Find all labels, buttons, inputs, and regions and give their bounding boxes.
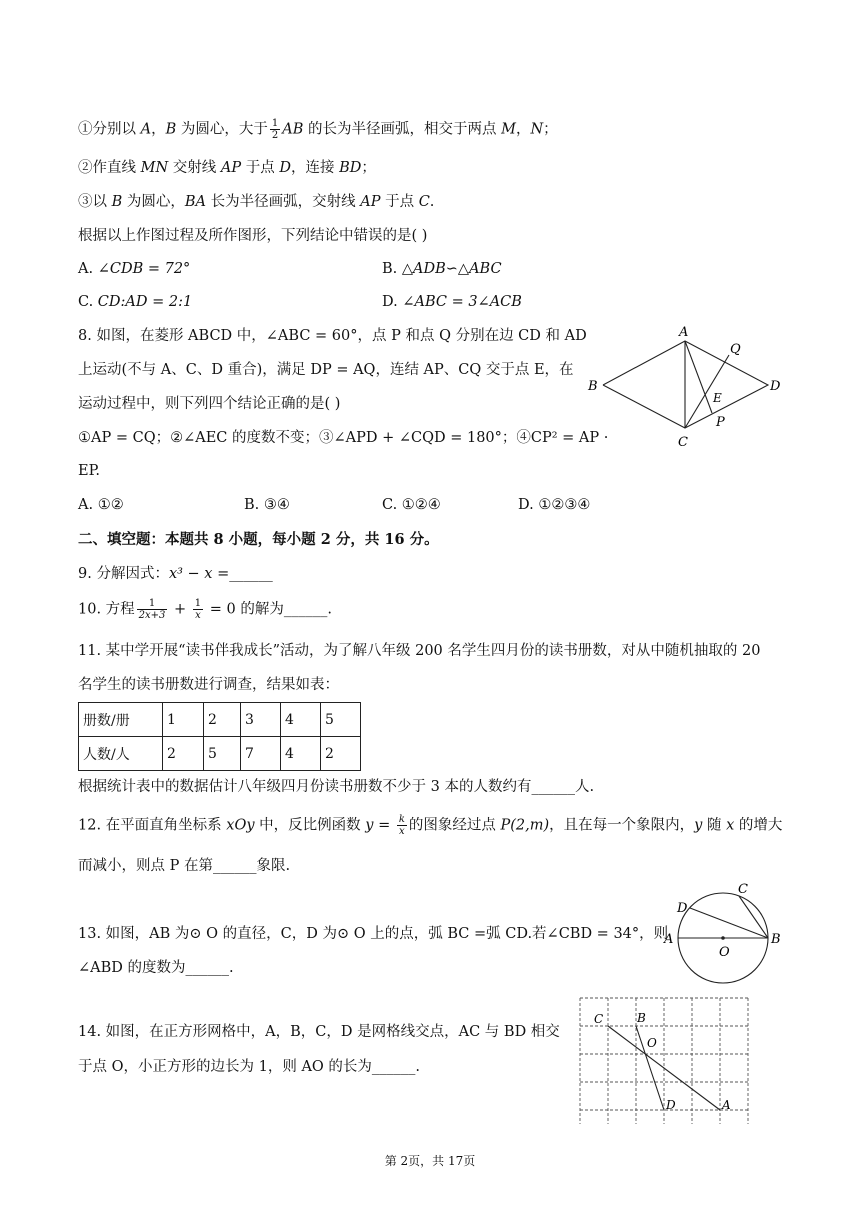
construction-step-2: ②作直线 MN 交射线 AP 于点 D，连接 BD； [78, 160, 376, 176]
table-cell: 2 [321, 737, 361, 771]
q9: 9. 分解因式：x³ − x =______ [78, 566, 273, 582]
table-cell: 3 [241, 703, 281, 737]
table-cell: 5 [204, 737, 241, 771]
center-point [721, 936, 725, 940]
label-Q: Q [730, 342, 741, 357]
q8-option-b: B. ③④ [244, 497, 290, 513]
q14-line-1: 14. 如图，在正方形网格中，A，B，C，D 是网格线交点，AC 与 BD 相交 [78, 1024, 560, 1040]
label-C: C [678, 435, 688, 450]
fraction-2: $\frac{1}{x}$ [194, 598, 202, 621]
segment-ap [685, 341, 712, 413]
circle-figure [662, 880, 792, 990]
q7-option-d: D. ∠ABC = 3∠ACB [382, 294, 522, 310]
label-B: B [637, 1011, 646, 1025]
label-A: A [679, 325, 689, 340]
q7-option-c: C. CD:AD = 2:1 [78, 294, 193, 310]
table-cell: 1 [163, 703, 204, 737]
label-E: E [713, 391, 722, 405]
table-cell: 4 [281, 737, 321, 771]
q8-line-2: 上运动(不与 A、C、D 重合)，满足 DP = AQ，连结 AP、CQ 交于点 E，在 [78, 362, 574, 378]
table-cell: 5 [321, 703, 361, 737]
q7-prompt: 根据以上作图过程及所作图形，下列结论中错误的是( ) [78, 228, 428, 244]
q12-line-1: 12. 在平面直角坐标系 xOy 中，反比例函数 y = $\frac{k}{x}$ 的图象经过点 P(2,m)，且在每一个象限内，y 随 x 的增大 [78, 814, 783, 837]
table-cell: 2 [204, 703, 241, 737]
construction-step-1: ①分别以 A，B 为圆心，大于 $\frac{1}{2}$ AB 的长为半径画弧，相交于两点 M，N； [78, 118, 558, 141]
label-D: D [677, 901, 688, 916]
q8-line-5: EP. [78, 463, 101, 479]
label-C: C [594, 1012, 604, 1026]
rhombus-figure [582, 318, 782, 454]
construction-step-3: ③以 B 为圆心，BA 长为半径画弧，交射线 AP 于点 C. [78, 194, 435, 210]
reading-stats-table [78, 702, 361, 771]
q8-line-4: ①AP = CQ；②∠AEC 的度数不变；③∠APD + ∠CQD = 180°；④CP² = AP · [78, 430, 609, 446]
fraction-k-over-x: $\frac{k}{x}$ [398, 814, 405, 837]
label-A: A [722, 1098, 731, 1112]
table-cell: 人数/人 [79, 737, 163, 771]
fraction-half: $\frac{1}{2}$ [271, 118, 279, 141]
q14-line-2: 于点 O，小正方形的边长为 1，则 AO 的长为______. [78, 1059, 421, 1075]
label-O: O [719, 945, 730, 960]
page-footer: 第 2页，共 17页 [384, 1154, 476, 1168]
grid-figure [574, 992, 754, 1128]
q10: 10. 方程 $\frac{1}{2x+3}$ + $\frac{1}{x}$ = 0 的解为______. [78, 598, 332, 621]
label-A: A [664, 932, 674, 947]
q11-line-1: 11. 某中学开展“读书伴我成长”活动，为了解八年级 200 名学生四月份的读书册数，对从中随机抽取的 20 [78, 643, 761, 659]
label-B: B [588, 379, 598, 394]
q8-line-1: 8. 如图，在菱形 ABCD 中，∠ABC = 60°，点 P 和点 Q 分别在边 CD 和 AD [78, 328, 587, 344]
table-cell: 2 [163, 737, 204, 771]
q11-line-2: 名学生的读书册数进行调查，结果如表： [78, 677, 339, 693]
q7-option-b: B. △ADB∽△ABC [382, 261, 502, 277]
q8-line-3: 运动过程中，则下列四个结论正确的是( ) [78, 396, 341, 412]
q13-line-2: ∠ABD 的度数为______. [78, 960, 234, 976]
table-cell: 册数/册 [79, 703, 163, 737]
label-C: C [738, 882, 748, 897]
section-heading: 二、填空题：本题共 8 小题，每小题 2 分，共 16 分。 [78, 531, 439, 548]
table-cell: 4 [281, 703, 321, 737]
q8-option-a: A. ①② [78, 497, 124, 513]
q8-option-c: C. ①②④ [382, 497, 441, 513]
q7-option-a: A. ∠CDB = 72° [78, 261, 191, 277]
q11-line-3: 根据统计表中的数据估计八年级四月份读书册数不少于 3 本的人数约有______人. [78, 779, 595, 795]
q12-line-2: 而减小，则点 P 在第______象限. [78, 858, 291, 874]
fraction-1: $\frac{1}{2x+3}$ [138, 598, 166, 621]
label-P: P [716, 415, 725, 430]
table-cell: 7 [241, 737, 281, 771]
chord-cb [739, 896, 768, 938]
label-D: D [666, 1098, 676, 1112]
label-D: D [770, 379, 781, 394]
q13-line-1: 13. 如图，AB 为⊙ O 的直径，C，D 为⊙ O 上的点，弧 BC =弧 CD.若∠CBD = 34°，则 [78, 926, 669, 942]
table-row [79, 703, 361, 737]
table-row [79, 737, 361, 771]
label-O: O [647, 1036, 657, 1050]
chord-db [690, 908, 768, 938]
label-B: B [771, 932, 781, 947]
q8-option-d: D. ①②③④ [518, 497, 591, 513]
